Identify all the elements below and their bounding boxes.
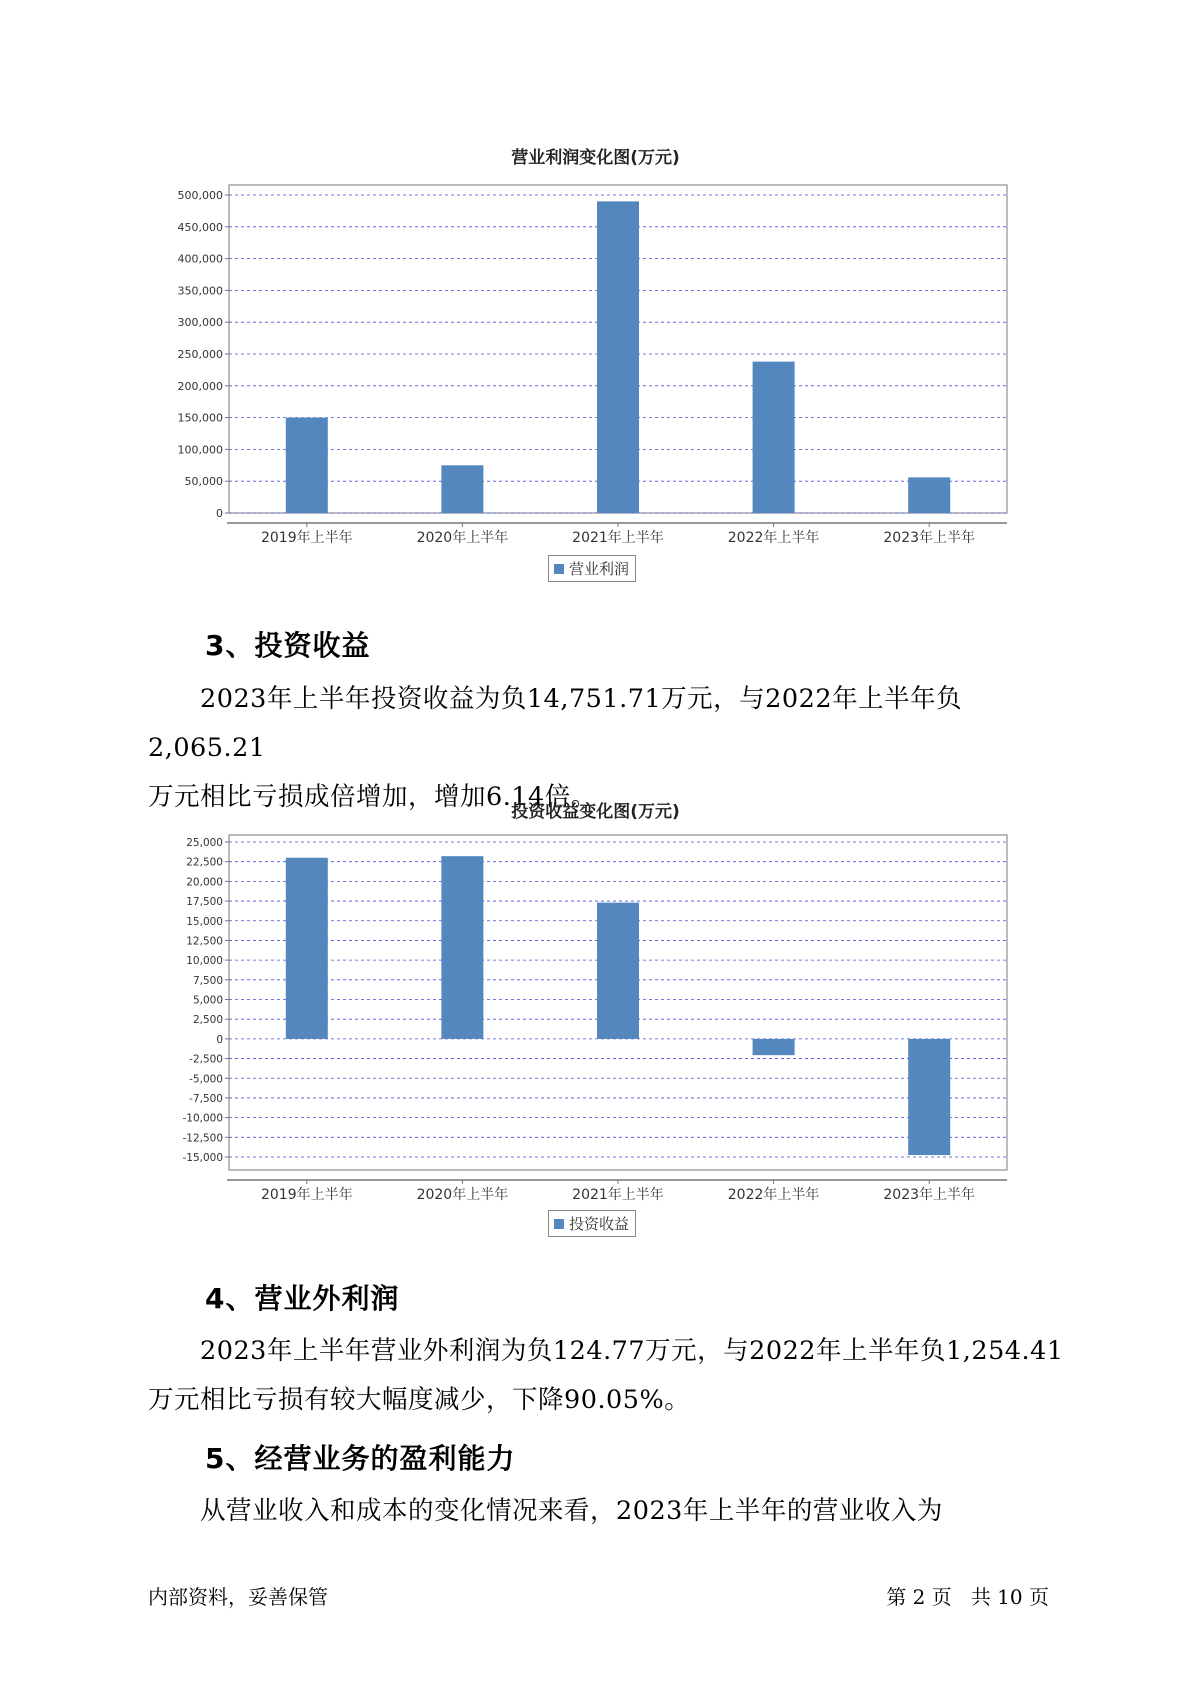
y-tick-label: 500,000 <box>177 189 223 202</box>
bar <box>753 1039 795 1055</box>
bar <box>597 903 639 1039</box>
y-tick-label: 350,000 <box>177 284 223 298</box>
x-tick-label: 2022年上半年 <box>727 530 820 546</box>
bar <box>441 856 483 1039</box>
paragraph-line: 从营业收入和成本的变化情况来看，2023年上半年的营业收入为 <box>200 1496 943 1526</box>
y-tick-label: 0 <box>216 1033 223 1046</box>
y-tick-label: 10,000 <box>186 955 223 968</box>
paragraph-line: 2023年上半年营业外利润为负124.77万元，与2022年上半年负1,254.41 <box>200 1336 1064 1366</box>
y-tick-label: 15,000 <box>186 915 223 928</box>
y-tick-label: 450,000 <box>177 220 223 234</box>
chart1-title: 营业利润变化图(万元) <box>511 148 680 168</box>
x-tick-label: 2020年上半年 <box>416 1187 509 1203</box>
y-tick-label: 0 <box>216 507 223 520</box>
legend-swatch <box>554 1219 564 1229</box>
y-tick-label: 50,000 <box>184 475 223 489</box>
x-tick-label: 2023年上半年 <box>883 1187 976 1203</box>
y-tick-label: 400,000 <box>177 252 223 266</box>
footer-confidential-note: 内部资料，妥善保管 <box>148 1585 328 1609</box>
y-tick-label: 20,000 <box>186 876 223 889</box>
y-tick-label: 5,000 <box>192 994 223 1007</box>
section-paragraph-non-operating-profit <box>148 1327 1078 1425</box>
x-tick-label: 2021年上半年 <box>572 530 664 546</box>
section-heading-non-operating-profit: 4、营业外利润 <box>205 1282 400 1315</box>
y-tick-label: 7,500 <box>192 974 223 987</box>
x-tick-label: 2021年上半年 <box>572 1187 664 1203</box>
section-heading-profitability: 5、经营业务的盈利能力 <box>205 1442 516 1475</box>
y-tick-label: -5,000 <box>189 1073 223 1086</box>
bar <box>286 858 328 1039</box>
y-tick-label: 250,000 <box>177 348 223 361</box>
chart2-legend <box>548 1210 636 1237</box>
chart1-legend-label: 营业利润 <box>569 560 630 578</box>
y-tick-label: -10,000 <box>182 1112 223 1125</box>
y-tick-label: 150,000 <box>177 411 223 425</box>
y-tick-label: 17,500 <box>186 896 223 909</box>
y-tick-label: -7,500 <box>189 1092 223 1105</box>
y-tick-label: 12,500 <box>186 935 223 948</box>
y-tick-label: 200,000 <box>177 379 223 393</box>
chart2-title: 投资收益变化图(万元) <box>511 802 680 822</box>
y-tick-label: -2,500 <box>189 1053 223 1066</box>
x-tick-label: 2022年上半年 <box>727 1187 820 1203</box>
x-tick-label: 2019年上半年 <box>260 1187 353 1203</box>
x-tick-label: 2019年上半年 <box>260 530 353 546</box>
y-tick-label: 25,000 <box>186 837 223 849</box>
y-tick-label: 300,000 <box>177 316 223 330</box>
chart2-legend-label: 投资收益 <box>569 1215 630 1233</box>
y-tick-label: -15,000 <box>182 1152 223 1164</box>
x-tick-label: 2020年上半年 <box>416 530 509 546</box>
paragraph-line: 万元相比亏损有较大幅度减少，下降90.05%。 <box>148 1385 691 1415</box>
bar <box>908 1039 950 1155</box>
y-tick-label: -12,500 <box>182 1132 223 1145</box>
section-heading-investment-income: 3、投资收益 <box>205 629 371 662</box>
paragraph-line: 2023年上半年投资收益为负14,751.71万元，与2022年上半年负2,065.21 <box>148 684 963 763</box>
x-tick-label: 2023年上半年 <box>883 530 976 546</box>
y-tick-label: 2,500 <box>192 1014 223 1027</box>
y-tick-label: 22,500 <box>186 856 223 869</box>
paragraph-line: 万元相比亏损成倍增加，增加6.14倍。 <box>148 782 597 812</box>
y-tick-label: 100,000 <box>177 443 223 457</box>
section-paragraph-profitability <box>148 1487 1078 1536</box>
footer-page-number: 第 2 页 共 10 页 <box>886 1585 1049 1609</box>
